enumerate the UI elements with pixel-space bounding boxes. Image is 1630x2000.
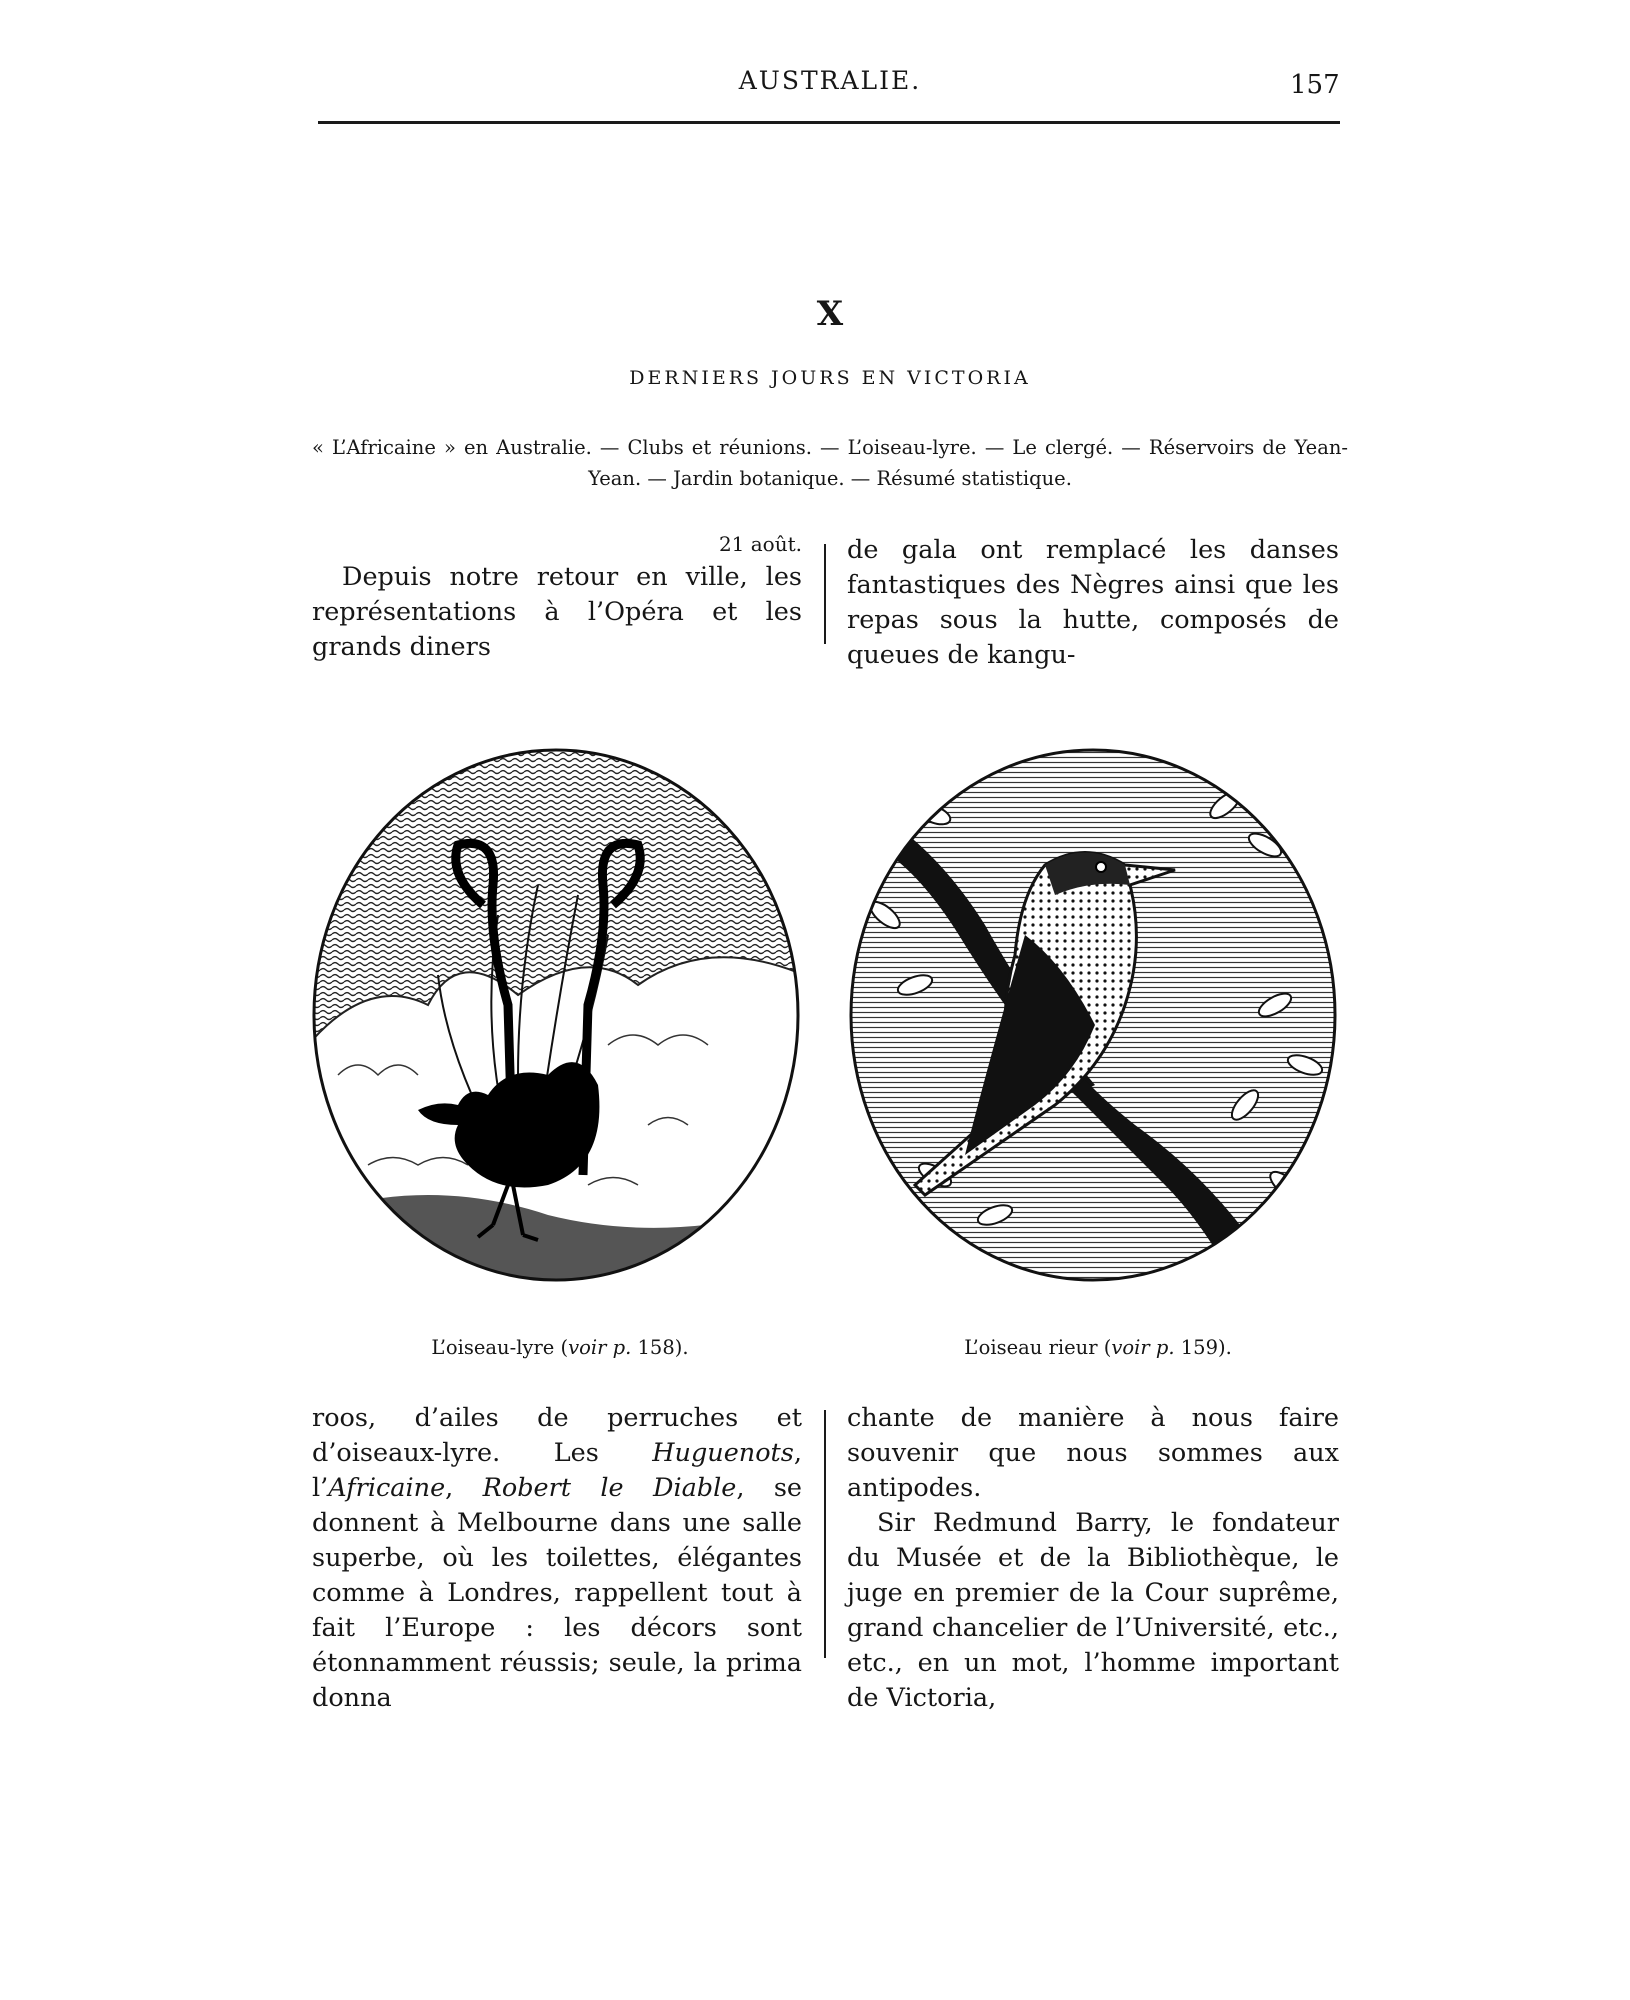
top-left-column: [312, 528, 802, 665]
chapter-number: X: [816, 294, 844, 334]
top-left-paragraph: Depuis notre retour en ville, les représentations à l’Opéra et les grands diners: [312, 562, 802, 662]
entry-date: 21 août.: [718, 532, 802, 556]
bottom-right-paragraph-2: Sir Redmund Barry, le fondateur du Musée et de la Bibliothèque, le juge en premier de la Cour suprême, grand chancelier de l’Université, etc., etc., en un mot, l’homme important de Victoria,: [847, 1508, 1339, 1713]
opera-title-huguenots: Huguenots: [652, 1438, 794, 1468]
figure-caption-lyrebird: L’oiseau-lyre (voir p. 158).: [431, 1336, 689, 1359]
lyrebird-engraving-icon: [308, 745, 804, 1285]
figure-caption-kookaburra: L’oiseau rieur (voir p. 159).: [964, 1336, 1232, 1359]
bottom-left-column: [312, 1401, 802, 1716]
bottom-right-paragraph-1: chante de manière à nous faire souvenir que nous sommes aux antipodes.: [847, 1403, 1339, 1503]
chapter-title: DERNIERS JOURS EN VICTORIA: [629, 367, 1031, 389]
page-number: 157: [1290, 70, 1340, 100]
bottom-left-paragraph: roos, d’ailes de perruches et d’oiseaux-lyre. Les Huguenots, l’Africaine, Robert le Diable, se donnent à Melbourne dans une salle superbe, où les toilettes, élégantes comme à Londres, rappellent tout à fait l’Europe : les décors sont étonnamment réussis; seule, la prima donna: [312, 1403, 803, 1713]
kookaburra-engraving-icon: [845, 745, 1341, 1285]
top-right-paragraph: de gala ont remplacé les danses fantastiques des Nègres ainsi que les repas sous la hutte, composés de queues de kangu-: [847, 535, 1339, 670]
column-rule-bottom: [824, 1410, 826, 1658]
header-rule: [318, 121, 1340, 124]
opera-title-robert-le-diable: Robert le Diable: [482, 1473, 737, 1503]
running-title: AUSTRALIE.: [738, 66, 922, 95]
top-right-column: [847, 533, 1339, 673]
opera-title-africaine: Africaine: [328, 1473, 446, 1503]
column-rule-top: [824, 544, 826, 644]
bottom-right-column: [847, 1401, 1339, 1716]
chapter-summary: « L’Africaine » en Australie. — Clubs et réunions. — L’oiseau-lyre. — Le clergé. — Réservoirs de Yean-Yean. — Jardin botanique. — Résumé statistique.: [312, 436, 1348, 490]
